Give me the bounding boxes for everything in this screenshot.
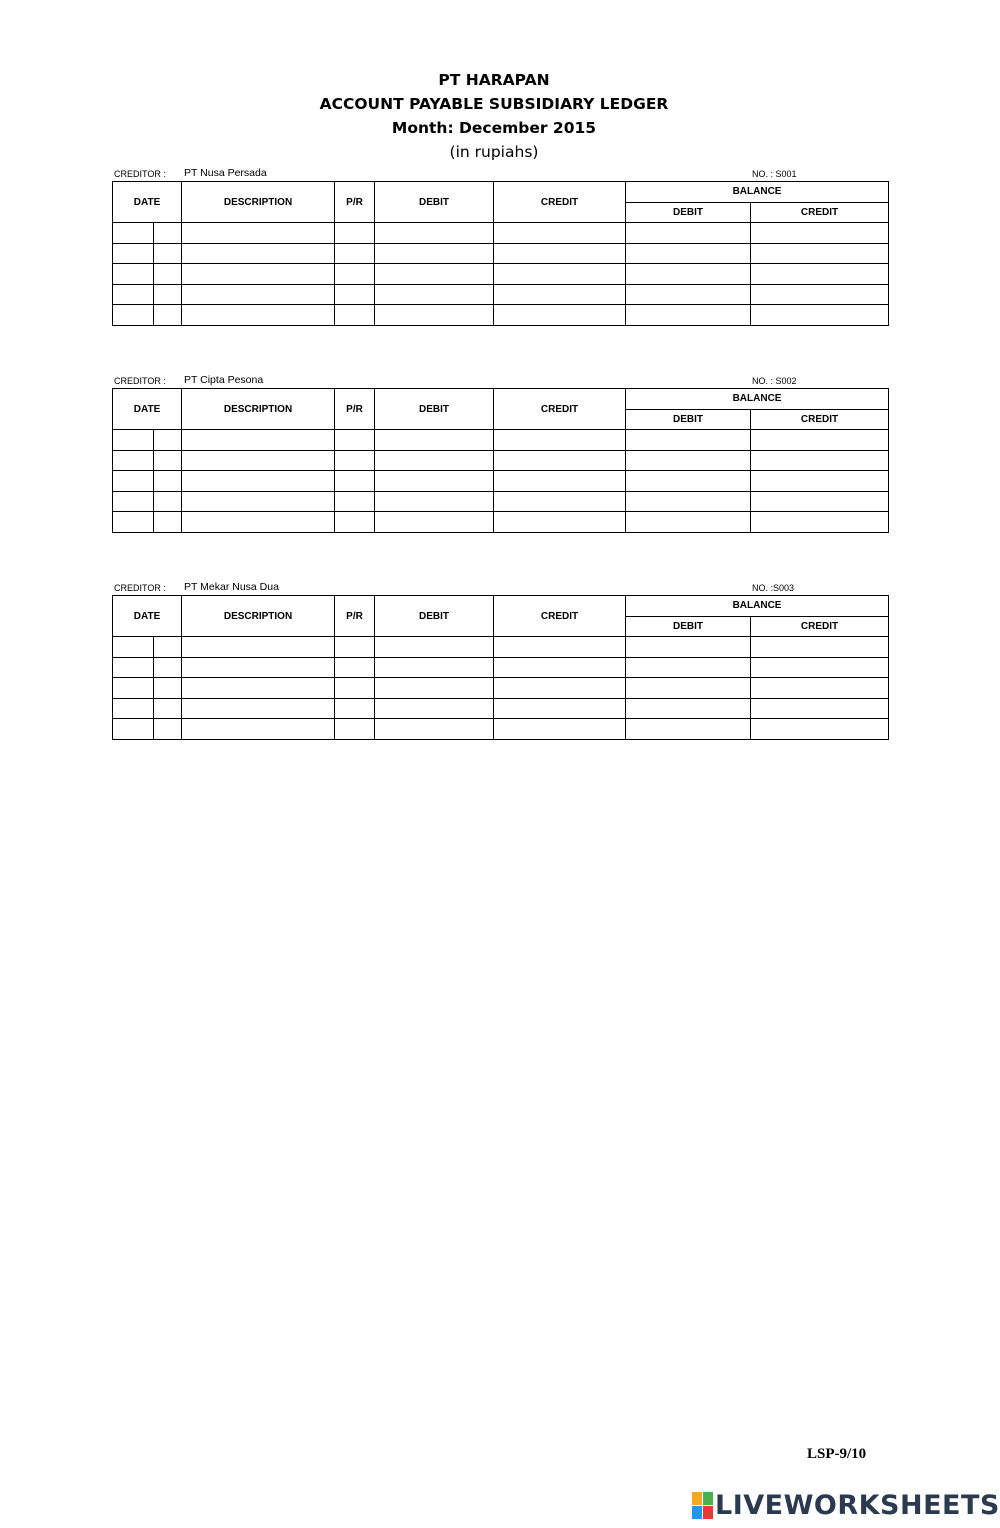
col-credit: CREDIT [494, 182, 626, 223]
entry-cell[interactable] [494, 678, 626, 699]
entry-cell[interactable] [182, 284, 335, 305]
ledger-s003 [112, 582, 888, 740]
document-header [0, 68, 988, 164]
entry-cell[interactable] [494, 243, 626, 264]
entry-cell[interactable] [154, 450, 182, 471]
company-name: PT HARAPAN [438, 71, 550, 89]
entry-cell[interactable] [494, 471, 626, 492]
ledger-s001 [112, 168, 888, 326]
col-balance: BALANCE [626, 596, 889, 617]
entry-cell[interactable] [626, 512, 751, 533]
account-number: NO. :S003 [752, 583, 795, 593]
entry-cell[interactable] [751, 305, 889, 326]
col-pr: P/R [335, 389, 375, 430]
table-row [113, 491, 889, 512]
entry-cell[interactable] [626, 223, 751, 244]
entry-cell[interactable] [113, 243, 154, 264]
entry-cell[interactable] [751, 678, 889, 699]
entry-cell[interactable] [113, 678, 154, 699]
entry-cell[interactable] [375, 305, 494, 326]
entry-cell[interactable] [113, 430, 154, 451]
entry-cell[interactable] [113, 637, 154, 658]
entry-cell[interactable] [494, 512, 626, 533]
ledger-meta [112, 582, 888, 595]
entry-cell[interactable] [494, 698, 626, 719]
entry-cell[interactable] [154, 430, 182, 451]
creditor-label: CREDITOR : [114, 376, 166, 386]
entry-cell[interactable] [751, 719, 889, 740]
entry-cell[interactable] [154, 698, 182, 719]
entry-cell[interactable] [335, 243, 375, 264]
col-debit: DEBIT [375, 389, 494, 430]
entry-cell[interactable] [335, 264, 375, 285]
entry-cell[interactable] [626, 450, 751, 471]
entry-cell[interactable] [375, 678, 494, 699]
entry-cell[interactable] [375, 264, 494, 285]
entry-cell[interactable] [375, 284, 494, 305]
entry-cell[interactable] [182, 450, 335, 471]
entry-cell[interactable] [494, 264, 626, 285]
entry-cell[interactable] [626, 637, 751, 658]
ledger-table [112, 388, 889, 533]
entry-cell[interactable] [375, 471, 494, 492]
entry-cell[interactable] [335, 305, 375, 326]
entry-cell[interactable] [182, 698, 335, 719]
entry-cell[interactable] [751, 284, 889, 305]
table-row [113, 450, 889, 471]
entry-cell[interactable] [335, 491, 375, 512]
table-row [113, 657, 889, 678]
col-pr: P/R [335, 596, 375, 637]
col-balance-credit: CREDIT [751, 409, 889, 430]
ledger-title: ACCOUNT PAYABLE SUBSIDIARY LEDGER [319, 95, 669, 113]
creditor-label: CREDITOR : [114, 169, 166, 179]
entry-cell[interactable] [751, 512, 889, 533]
account-number: NO. : S002 [752, 376, 797, 386]
entry-cell[interactable] [154, 512, 182, 533]
col-date: DATE [113, 389, 182, 430]
entry-cell[interactable] [751, 471, 889, 492]
entry-cell[interactable] [335, 719, 375, 740]
entry-cell[interactable] [335, 637, 375, 658]
col-balance: BALANCE [626, 389, 889, 410]
entry-cell[interactable] [494, 637, 626, 658]
entry-cell[interactable] [182, 430, 335, 451]
entry-cell[interactable] [751, 243, 889, 264]
col-debit: DEBIT [375, 596, 494, 637]
table-row [113, 243, 889, 264]
entry-cell[interactable] [182, 512, 335, 533]
entry-cell[interactable] [494, 657, 626, 678]
col-pr: P/R [335, 182, 375, 223]
entry-cell[interactable] [751, 698, 889, 719]
table-row [113, 264, 889, 285]
table-row [113, 471, 889, 492]
entry-cell[interactable] [182, 471, 335, 492]
col-balance-debit: DEBIT [626, 616, 751, 637]
entry-cell[interactable] [626, 430, 751, 451]
entry-cell[interactable] [154, 678, 182, 699]
entry-cell[interactable] [154, 471, 182, 492]
table-row [113, 284, 889, 305]
entry-cell[interactable] [375, 512, 494, 533]
entry-cell[interactable] [375, 657, 494, 678]
entry-cell[interactable] [494, 223, 626, 244]
ledger-rows [113, 223, 889, 326]
entry-cell[interactable] [626, 471, 751, 492]
entry-cell[interactable] [751, 637, 889, 658]
entry-cell[interactable] [626, 305, 751, 326]
currency-unit: (in rupiahs) [449, 143, 539, 161]
entry-cell[interactable] [626, 719, 751, 740]
entry-cell[interactable] [335, 284, 375, 305]
entry-cell[interactable] [494, 305, 626, 326]
col-balance: BALANCE [626, 182, 889, 203]
logo-square-icon [692, 1506, 702, 1519]
ledger-meta [112, 168, 888, 181]
entry-cell[interactable] [375, 637, 494, 658]
entry-cell[interactable] [751, 491, 889, 512]
entry-cell[interactable] [182, 491, 335, 512]
entry-cell[interactable] [494, 719, 626, 740]
entry-cell[interactable] [375, 491, 494, 512]
ledger-table [112, 181, 889, 326]
liveworksheets-logo [692, 1489, 1000, 1521]
ledger-meta [112, 375, 888, 388]
col-description: DESCRIPTION [182, 389, 335, 430]
entry-cell[interactable] [113, 512, 154, 533]
col-date: DATE [113, 182, 182, 223]
entry-cell[interactable] [182, 719, 335, 740]
entry-cell[interactable] [751, 657, 889, 678]
table-row [113, 305, 889, 326]
entry-cell[interactable] [154, 223, 182, 244]
brand-name: LIVEWORKSHEETS [715, 1489, 1000, 1521]
entry-cell[interactable] [154, 719, 182, 740]
ledger-rows [113, 430, 889, 533]
liveworksheets-icon [692, 1492, 712, 1518]
entry-cell[interactable] [375, 698, 494, 719]
entry-cell[interactable] [626, 243, 751, 264]
entry-cell[interactable] [375, 450, 494, 471]
col-balance-debit: DEBIT [626, 409, 751, 430]
entry-cell[interactable] [113, 491, 154, 512]
entry-cell[interactable] [626, 678, 751, 699]
table-row [113, 698, 889, 719]
table-row [113, 223, 889, 244]
logo-square-icon [703, 1492, 713, 1505]
entry-cell[interactable] [113, 471, 154, 492]
entry-cell[interactable] [375, 243, 494, 264]
entry-cell[interactable] [113, 223, 154, 244]
table-row [113, 512, 889, 533]
table-row [113, 678, 889, 699]
entry-cell[interactable] [335, 471, 375, 492]
entry-cell[interactable] [154, 657, 182, 678]
page-code: LSP-9/10 [807, 1446, 867, 1462]
entry-cell[interactable] [375, 719, 494, 740]
ledger-rows [113, 637, 889, 740]
col-description: DESCRIPTION [182, 182, 335, 223]
entry-cell[interactable] [182, 305, 335, 326]
entry-cell[interactable] [182, 678, 335, 699]
entry-cell[interactable] [154, 284, 182, 305]
entry-cell[interactable] [335, 450, 375, 471]
entry-cell[interactable] [335, 512, 375, 533]
entry-cell[interactable] [494, 284, 626, 305]
entry-cell[interactable] [113, 305, 154, 326]
ledger-month: Month: December 2015 [391, 119, 597, 137]
col-credit: CREDIT [494, 389, 626, 430]
col-debit: DEBIT [375, 182, 494, 223]
table-row [113, 637, 889, 658]
creditor-name: PT Cipta Pesona [184, 374, 264, 386]
entry-cell[interactable] [335, 223, 375, 244]
creditor-name: PT Nusa Persada [184, 167, 267, 179]
col-balance-credit: CREDIT [751, 202, 889, 223]
entry-cell[interactable] [494, 450, 626, 471]
entry-cell[interactable] [494, 430, 626, 451]
entry-cell[interactable] [494, 491, 626, 512]
entry-cell[interactable] [335, 698, 375, 719]
entry-cell[interactable] [113, 264, 154, 285]
col-description: DESCRIPTION [182, 596, 335, 637]
entry-cell[interactable] [154, 264, 182, 285]
entry-cell[interactable] [626, 264, 751, 285]
entry-cell[interactable] [626, 698, 751, 719]
entry-cell[interactable] [113, 450, 154, 471]
entry-cell[interactable] [182, 637, 335, 658]
entry-cell[interactable] [751, 223, 889, 244]
table-row [113, 719, 889, 740]
account-number: NO. : S001 [752, 169, 797, 179]
entry-cell[interactable] [154, 305, 182, 326]
entry-cell[interactable] [375, 430, 494, 451]
entry-cell[interactable] [626, 284, 751, 305]
entry-cell[interactable] [182, 264, 335, 285]
ledger-table [112, 595, 889, 740]
entry-cell[interactable] [182, 657, 335, 678]
entry-cell[interactable] [113, 657, 154, 678]
col-credit: CREDIT [494, 596, 626, 637]
entry-cell[interactable] [335, 657, 375, 678]
entry-cell[interactable] [375, 223, 494, 244]
logo-square-icon [703, 1506, 713, 1519]
entry-cell[interactable] [154, 243, 182, 264]
entry-cell[interactable] [751, 430, 889, 451]
entry-cell[interactable] [751, 450, 889, 471]
col-date: DATE [113, 596, 182, 637]
entry-cell[interactable] [751, 264, 889, 285]
entry-cell[interactable] [154, 491, 182, 512]
entry-cell[interactable] [626, 491, 751, 512]
entry-cell[interactable] [113, 719, 154, 740]
logo-square-icon [692, 1492, 702, 1505]
creditor-name: PT Mekar Nusa Dua [184, 581, 279, 593]
table-row [113, 430, 889, 451]
entry-cell[interactable] [182, 243, 335, 264]
col-balance-credit: CREDIT [751, 616, 889, 637]
ledger-s002 [112, 375, 888, 533]
entry-cell[interactable] [113, 284, 154, 305]
col-balance-debit: DEBIT [626, 202, 751, 223]
entry-cell[interactable] [154, 637, 182, 658]
entry-cell[interactable] [335, 678, 375, 699]
entry-cell[interactable] [182, 223, 335, 244]
entry-cell[interactable] [113, 698, 154, 719]
entry-cell[interactable] [626, 657, 751, 678]
creditor-label: CREDITOR : [114, 583, 166, 593]
entry-cell[interactable] [335, 430, 375, 451]
